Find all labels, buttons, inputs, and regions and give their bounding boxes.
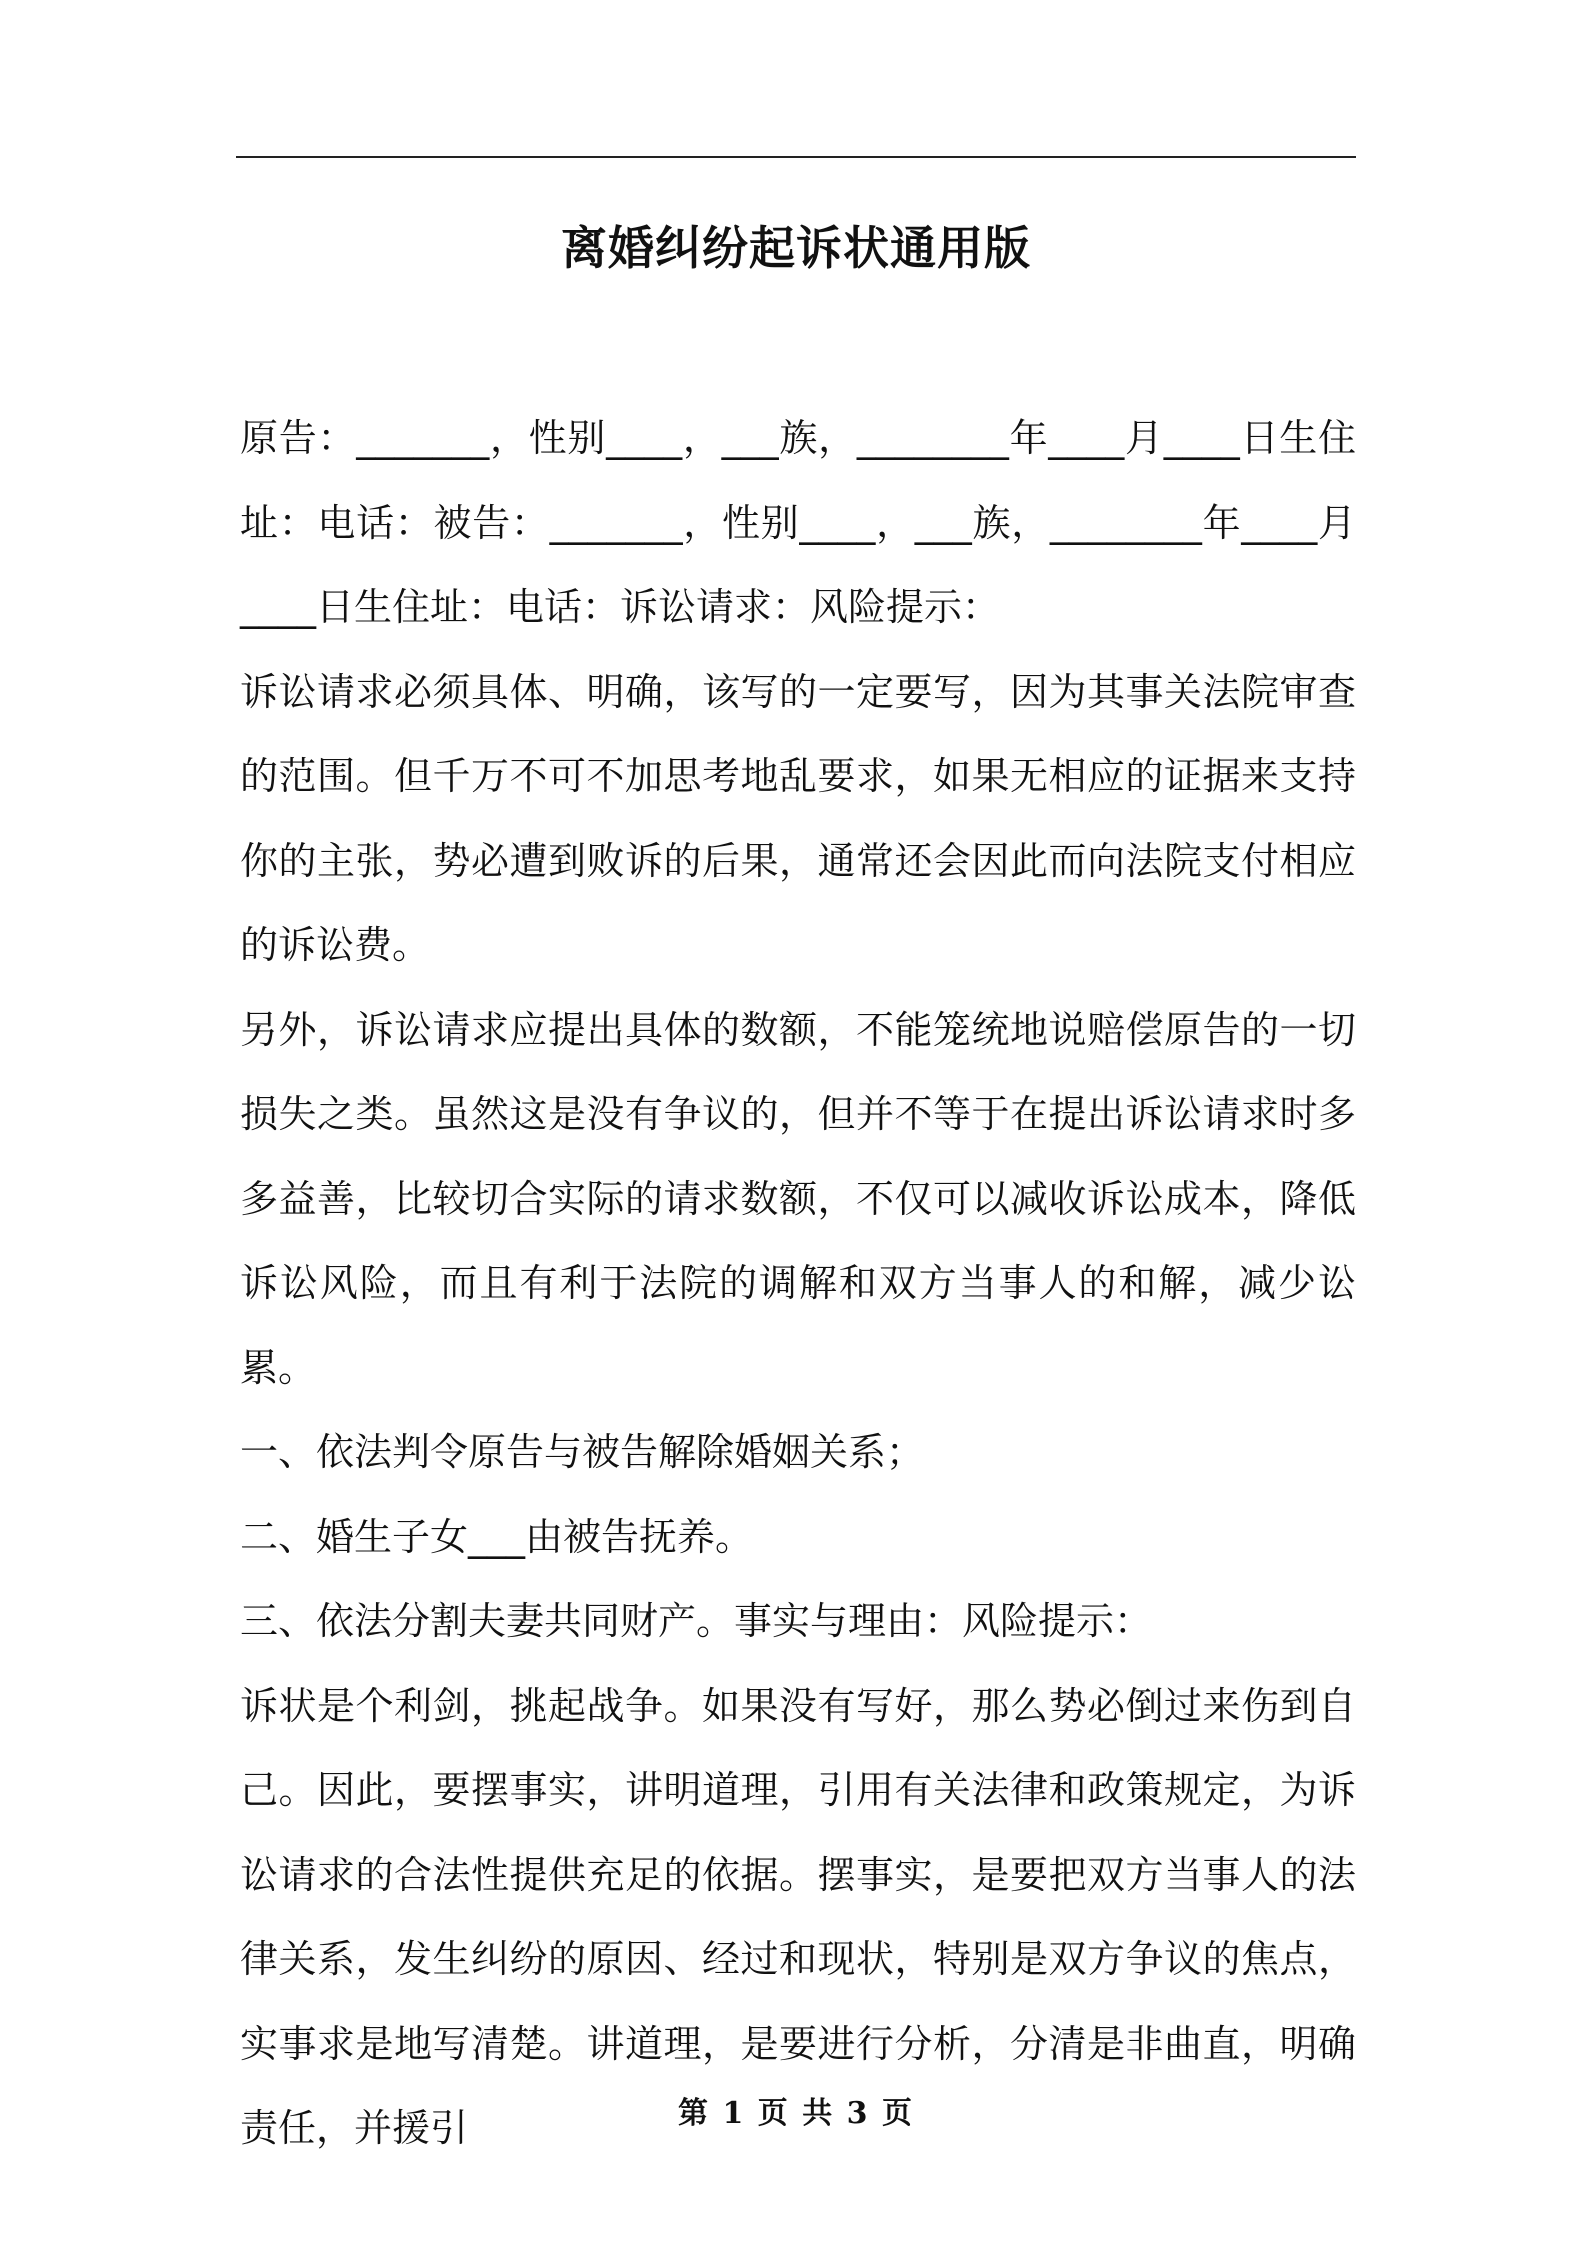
paragraph-parties: 原告：_______，性别____，___族，________年____月____日生住址：电话：被告：_______，性别____，___族，________年____月____日生住址：电话：诉讼请求：风险提示： <box>240 416 1356 629</box>
paragraph-claims-risk: 诉讼请求必须具体、明确，该写的一定要写，因为其事关法院审查的范围。但千万不可不加思考地乱要求，如果无相应的证据来支持你的主张，势必遭到败诉的后果，通常还会因此而向法院支付相应的诉讼费。 <box>240 669 1356 967</box>
page-number-footer: 第 1 页 共 3 页 <box>678 2096 914 2131</box>
document-title: 离婚纠纷起诉状通用版 <box>561 221 1031 275</box>
header-rule <box>236 156 1356 158</box>
claim-item-2: 二、婚生子女___由被告抚养。 <box>240 1514 754 1559</box>
document-body <box>240 396 1356 2171</box>
claim-item-1: 一、依法判令原告与被告解除婚姻关系； <box>240 1430 925 1474</box>
paragraph-claims-amount: 另外，诉讼请求应提出具体的数额，不能笼统地说赔偿原告的一切损失之类。虽然这是没有争议的，但并不等于在提出诉讼请求时多多益善，比较切合实际的请求数额，不仅可以减收诉讼成本，降低诉讼风险，而且有利于法院的调解和双方当事人的和解，减少讼累。 <box>240 1007 1356 1390</box>
paragraph-facts-reasons: 诉状是个利剑，挑起战争。如果没有写好，那么势必倒过来伤到自己。因此，要摆事实，讲明道理，引用有关法律和政策规定，为诉讼请求的合法性提供充足的依据。摆事实，是要把双方当事人的法律关系，发生纠纷的原因、经过和现状，特别是双方争议的焦点，实事求是地写清楚。讲道理，是要进行分析，分清是非曲直，明确责任，并援引 <box>240 1683 1356 2150</box>
claim-item-3: 三、依法分割夫妻共同财产。事实与理由：风险提示： <box>240 1599 1153 1643</box>
